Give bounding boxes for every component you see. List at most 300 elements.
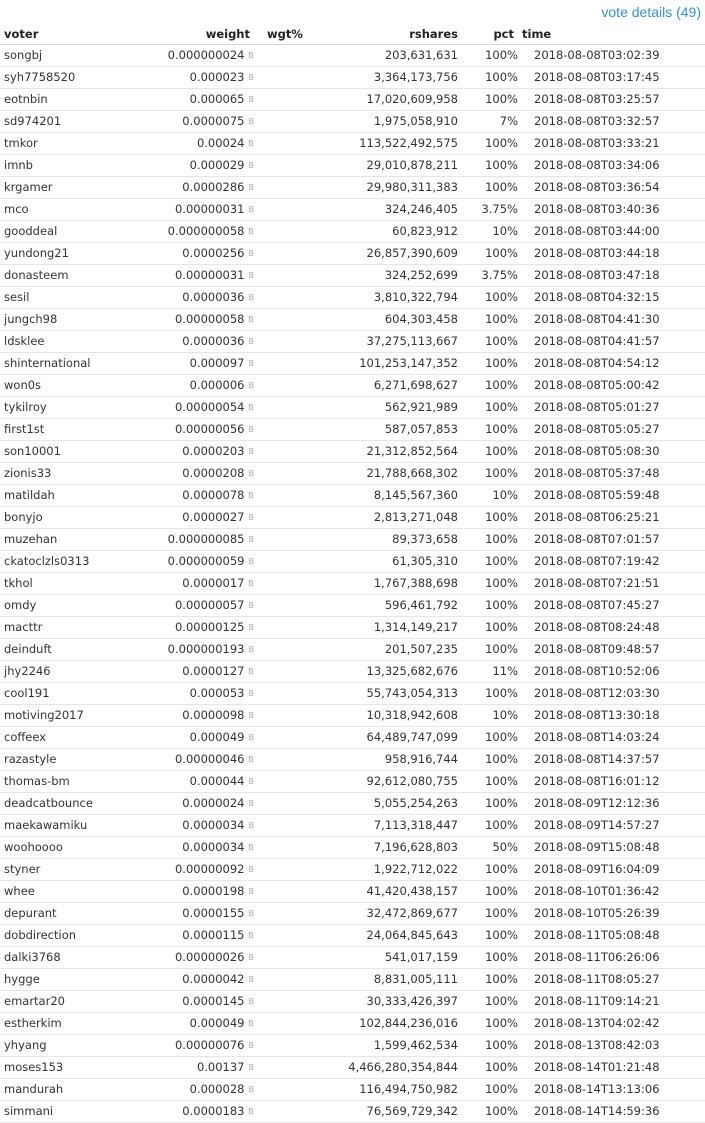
rshares-cell: 92,612,080,755: [306, 770, 462, 792]
voter-link[interactable]: syh7758520: [4, 70, 76, 84]
weight-unit: B: [248, 535, 254, 544]
voter-link[interactable]: yhyang: [4, 1038, 47, 1052]
voter-link[interactable]: thomas-bm: [4, 774, 70, 788]
rshares-cell: 3,364,173,756: [306, 66, 462, 88]
table-row: [0, 968, 705, 990]
voter-cell: [0, 660, 162, 682]
weight-cell: [162, 220, 254, 242]
column-header-time[interactable]: time: [518, 24, 705, 44]
weight-unit: B: [248, 975, 254, 984]
weight-value: 0.0000017: [182, 576, 245, 590]
weight-value: 0.00000046: [174, 752, 245, 766]
table-row: [0, 528, 705, 550]
voter-link[interactable]: simmani: [4, 1104, 54, 1118]
time-cell: 2018-08-08T05:00:42: [518, 374, 705, 396]
voter-cell: [0, 264, 162, 286]
voter-link[interactable]: muzehan: [4, 532, 58, 546]
voter-link[interactable]: razastyle: [4, 752, 57, 766]
voter-cell: [0, 858, 162, 880]
table-row: [0, 66, 705, 88]
table-row: [0, 198, 705, 220]
pct-cell: 10%: [462, 484, 518, 506]
weight-cell: [162, 748, 254, 770]
time-cell: 2018-08-09T12:12:36: [518, 792, 705, 814]
voter-link[interactable]: depurant: [4, 906, 57, 920]
weight-cell: [162, 286, 254, 308]
table-row: [0, 748, 705, 770]
column-header-pct[interactable]: pct: [462, 24, 518, 44]
pct-cell: 100%: [462, 550, 518, 572]
wgt-percent-cell: [254, 1056, 306, 1078]
weight-unit: B: [248, 865, 254, 874]
rshares-cell: 1,767,388,698: [306, 572, 462, 594]
time-cell: 2018-08-08T05:37:48: [518, 462, 705, 484]
pct-cell: 50%: [462, 836, 518, 858]
table-row: [0, 374, 705, 396]
weight-unit: B: [248, 249, 254, 258]
weight-value: 0.000000085: [167, 532, 245, 546]
voter-cell: [0, 880, 162, 902]
table-row: [0, 242, 705, 264]
pct-cell: 100%: [462, 330, 518, 352]
weight-cell: [162, 858, 254, 880]
wgt-percent-cell: [254, 396, 306, 418]
voter-cell: [0, 902, 162, 924]
weight-value: 0.00000092: [174, 862, 245, 876]
rshares-cell: 29,980,311,383: [306, 176, 462, 198]
time-cell: 2018-08-11T05:08:48: [518, 924, 705, 946]
weight-value: 0.000000193: [167, 642, 245, 656]
weight-cell: [162, 110, 254, 132]
weight-value: 0.0000155: [182, 906, 245, 920]
rshares-cell: 37,275,113,667: [306, 330, 462, 352]
voter-link[interactable]: styner: [4, 862, 41, 876]
voter-link[interactable]: ldsklee: [4, 334, 45, 348]
voter-cell: [0, 198, 162, 220]
weight-unit: B: [248, 931, 254, 940]
voter-cell: [0, 132, 162, 154]
voter-cell: [0, 462, 162, 484]
voter-cell: [0, 220, 162, 242]
voter-cell: [0, 66, 162, 88]
weight-cell: [162, 638, 254, 660]
weight-unit: B: [248, 271, 254, 280]
weight-value: 0.000028: [189, 1082, 245, 1096]
weight-unit: B: [248, 997, 254, 1006]
weight-value: 0.0000042: [182, 972, 245, 986]
wgt-percent-cell: [254, 968, 306, 990]
rshares-cell: 324,252,699: [306, 264, 462, 286]
voter-link[interactable]: jhy2246: [4, 664, 51, 678]
voter-link[interactable]: bonyjo: [4, 510, 43, 524]
weight-value: 0.00000058: [174, 312, 245, 326]
voter-cell: [0, 308, 162, 330]
table-row: [0, 286, 705, 308]
time-cell: 2018-08-08T07:01:57: [518, 528, 705, 550]
table-row: [0, 308, 705, 330]
voter-link[interactable]: tykilroy: [4, 400, 47, 414]
voter-cell: [0, 572, 162, 594]
voter-link[interactable]: mandurah: [4, 1082, 64, 1096]
table-row: [0, 1056, 705, 1078]
rshares-cell: 7,196,628,803: [306, 836, 462, 858]
weight-value: 0.000044: [189, 774, 245, 788]
voter-link[interactable]: sesil: [4, 290, 30, 304]
pct-cell: 100%: [462, 374, 518, 396]
weight-cell: [162, 814, 254, 836]
voter-cell: [0, 352, 162, 374]
weight-unit: B: [248, 1107, 254, 1116]
wgt-percent-cell: [254, 814, 306, 836]
weight-cell: [162, 264, 254, 286]
pct-cell: 100%: [462, 814, 518, 836]
table-row: [0, 352, 705, 374]
weight-unit: B: [248, 799, 254, 808]
table-row: [0, 770, 705, 792]
weight-cell: [162, 792, 254, 814]
rshares-cell: 32,472,869,677: [306, 902, 462, 924]
wgt-percent-cell: [254, 704, 306, 726]
rshares-cell: 21,788,668,302: [306, 462, 462, 484]
weight-cell: [162, 528, 254, 550]
weight-unit: B: [248, 1085, 254, 1094]
wgt-percent-cell: [254, 902, 306, 924]
voter-cell: [0, 748, 162, 770]
voter-link[interactable]: estherkim: [4, 1016, 62, 1030]
table-row: [0, 660, 705, 682]
time-cell: 2018-08-14T14:59:36: [518, 1100, 705, 1122]
voter-link[interactable]: songbj: [4, 48, 43, 62]
pct-cell: 100%: [462, 858, 518, 880]
wgt-percent-cell: [254, 418, 306, 440]
rshares-cell: 55,743,054,313: [306, 682, 462, 704]
weight-cell: [162, 308, 254, 330]
voter-link[interactable]: maekawamiku: [4, 818, 88, 832]
wgt-percent-cell: [254, 792, 306, 814]
weight-cell: [162, 946, 254, 968]
table-row: [0, 792, 705, 814]
rshares-cell: 604,303,458: [306, 308, 462, 330]
pct-cell: 100%: [462, 968, 518, 990]
time-cell: 2018-08-08T03:36:54: [518, 176, 705, 198]
wgt-percent-cell: [254, 440, 306, 462]
pct-cell: 100%: [462, 1056, 518, 1078]
table-row: [0, 572, 705, 594]
wgt-percent-cell: [254, 1100, 306, 1122]
voter-link[interactable]: moses153: [4, 1060, 64, 1074]
pct-cell: 100%: [462, 88, 518, 110]
weight-cell: [162, 484, 254, 506]
column-header-wgt-percent[interactable]: wgt%: [254, 24, 306, 44]
weight-value: 0.0000075: [182, 114, 245, 128]
weight-unit: B: [248, 161, 254, 170]
wgt-percent-cell: [254, 154, 306, 176]
wgt-percent-cell: [254, 286, 306, 308]
table-row: [0, 638, 705, 660]
wgt-percent-cell: [254, 1078, 306, 1100]
pct-cell: 100%: [462, 154, 518, 176]
weight-unit: B: [248, 645, 254, 654]
voter-cell: [0, 814, 162, 836]
weight-cell: [162, 176, 254, 198]
pct-cell: 11%: [462, 660, 518, 682]
time-cell: 2018-08-09T15:08:48: [518, 836, 705, 858]
time-cell: 2018-08-08T13:30:18: [518, 704, 705, 726]
table-row: [0, 682, 705, 704]
voter-link[interactable]: macttr: [4, 620, 43, 634]
rshares-cell: 541,017,159: [306, 946, 462, 968]
time-cell: 2018-08-08T07:21:51: [518, 572, 705, 594]
weight-cell: [162, 770, 254, 792]
voter-cell: [0, 616, 162, 638]
pct-cell: 3.75%: [462, 198, 518, 220]
weight-cell: [162, 594, 254, 616]
weight-cell: [162, 968, 254, 990]
weight-value: 0.00024: [196, 136, 245, 150]
voter-link[interactable]: krgamer: [4, 180, 53, 194]
weight-unit: B: [248, 953, 254, 962]
weight-value: 0.0000286: [182, 180, 245, 194]
time-cell: 2018-08-14T13:13:06: [518, 1078, 705, 1100]
voter-link[interactable]: tkhol: [4, 576, 33, 590]
weight-cell: [162, 462, 254, 484]
wgt-percent-cell: [254, 1034, 306, 1056]
voter-cell: [0, 836, 162, 858]
weight-unit: B: [248, 183, 254, 192]
time-cell: 2018-08-08T05:05:27: [518, 418, 705, 440]
wgt-percent-cell: [254, 836, 306, 858]
table-row: [0, 990, 705, 1012]
vote-details-link[interactable]: vote details (49): [601, 4, 701, 20]
weight-cell: [162, 726, 254, 748]
pct-cell: 100%: [462, 770, 518, 792]
pct-cell: 100%: [462, 308, 518, 330]
voter-link[interactable]: imnb: [4, 158, 33, 172]
voter-link[interactable]: sd974201: [4, 114, 62, 128]
weight-unit: B: [248, 777, 254, 786]
rshares-cell: 4,466,280,354,844: [306, 1056, 462, 1078]
voter-cell: [0, 528, 162, 550]
table-row: [0, 726, 705, 748]
table-row: [0, 220, 705, 242]
wgt-percent-cell: [254, 352, 306, 374]
rshares-cell: 30,333,426,397: [306, 990, 462, 1012]
weight-unit: B: [248, 381, 254, 390]
time-cell: 2018-08-08T03:17:45: [518, 66, 705, 88]
rshares-cell: 29,010,878,211: [306, 154, 462, 176]
weight-unit: B: [248, 557, 254, 566]
voter-link[interactable]: ckatoclzls0313: [4, 554, 90, 568]
wgt-percent-cell: [254, 462, 306, 484]
wgt-percent-cell: [254, 66, 306, 88]
voter-link[interactable]: coffeex: [4, 730, 47, 744]
table-row: [0, 880, 705, 902]
pct-cell: 100%: [462, 286, 518, 308]
weight-unit: B: [248, 755, 254, 764]
weight-value: 0.0000127: [182, 664, 245, 678]
table-row: [0, 484, 705, 506]
weight-cell: [162, 550, 254, 572]
table-row: [0, 946, 705, 968]
voter-link[interactable]: hygge: [4, 972, 40, 986]
table-row: [0, 550, 705, 572]
pct-cell: 100%: [462, 176, 518, 198]
time-cell: 2018-08-08T05:01:27: [518, 396, 705, 418]
wgt-percent-cell: [254, 770, 306, 792]
wgt-percent-cell: [254, 528, 306, 550]
table-row: [0, 110, 705, 132]
rshares-cell: 1,599,462,534: [306, 1034, 462, 1056]
voter-cell: [0, 704, 162, 726]
weight-cell: [162, 902, 254, 924]
weight-unit: B: [248, 667, 254, 676]
voter-link[interactable]: deadcatbounce: [4, 796, 93, 810]
voter-link[interactable]: yundong21: [4, 246, 69, 260]
table-row: [0, 132, 705, 154]
wgt-percent-cell: [254, 44, 306, 66]
weight-value: 0.00000076: [174, 1038, 245, 1052]
rshares-cell: 8,145,567,360: [306, 484, 462, 506]
voter-link[interactable]: deinduft: [4, 642, 52, 656]
voter-link[interactable]: son10001: [4, 444, 61, 458]
voter-link[interactable]: gooddeal: [4, 224, 58, 238]
column-header-voter[interactable]: voter: [0, 24, 162, 44]
voter-link[interactable]: won0s: [4, 378, 42, 392]
wgt-percent-cell: [254, 924, 306, 946]
weight-cell: [162, 154, 254, 176]
column-header-rshares[interactable]: rshares: [306, 24, 462, 44]
time-cell: 2018-08-08T14:37:57: [518, 748, 705, 770]
column-header-weight[interactable]: weight: [162, 24, 254, 44]
weight-value: 0.00000026: [174, 950, 245, 964]
weight-cell: [162, 506, 254, 528]
pct-cell: 100%: [462, 924, 518, 946]
voter-link[interactable]: matildah: [4, 488, 55, 502]
wgt-percent-cell: [254, 374, 306, 396]
voter-link[interactable]: first1st: [4, 422, 45, 436]
rshares-cell: 21,312,852,564: [306, 440, 462, 462]
weight-value: 0.0000098: [182, 708, 245, 722]
voter-cell: [0, 990, 162, 1012]
voter-cell: [0, 286, 162, 308]
rshares-cell: 101,253,147,352: [306, 352, 462, 374]
voter-cell: [0, 594, 162, 616]
weight-unit: B: [248, 95, 254, 104]
rshares-cell: 41,420,438,157: [306, 880, 462, 902]
weight-unit: B: [248, 821, 254, 830]
wgt-percent-cell: [254, 198, 306, 220]
pct-cell: 10%: [462, 704, 518, 726]
wgt-percent-cell: [254, 264, 306, 286]
table-row: [0, 924, 705, 946]
rshares-cell: 10,318,942,608: [306, 704, 462, 726]
time-cell: 2018-08-10T01:36:42: [518, 880, 705, 902]
voter-link[interactable]: dalki3768: [4, 950, 61, 964]
pct-cell: 7%: [462, 110, 518, 132]
voter-link[interactable]: dobdirection: [4, 928, 77, 942]
rshares-cell: 76,569,729,342: [306, 1100, 462, 1122]
time-cell: 2018-08-08T14:03:24: [518, 726, 705, 748]
voter-cell: [0, 968, 162, 990]
weight-unit: B: [248, 887, 254, 896]
weight-value: 0.0000115: [182, 928, 245, 942]
voter-link[interactable]: whee: [4, 884, 35, 898]
weight-cell: [162, 616, 254, 638]
table-row: [0, 44, 705, 66]
voter-cell: [0, 330, 162, 352]
weight-cell: [162, 418, 254, 440]
wgt-percent-cell: [254, 484, 306, 506]
voter-link[interactable]: shinternational: [4, 356, 91, 370]
time-cell: 2018-08-08T03:47:18: [518, 264, 705, 286]
time-cell: 2018-08-08T12:03:30: [518, 682, 705, 704]
voter-link[interactable]: zionis33: [4, 466, 52, 480]
wgt-percent-cell: [254, 308, 306, 330]
wgt-percent-cell: [254, 616, 306, 638]
weight-unit: B: [248, 1019, 254, 1028]
weight-value: 0.000053: [189, 686, 245, 700]
pct-cell: 100%: [462, 1100, 518, 1122]
voter-cell: [0, 770, 162, 792]
table-row: [0, 396, 705, 418]
weight-value: 0.0000183: [182, 1104, 245, 1118]
voter-link[interactable]: eotnbin: [4, 92, 48, 106]
wgt-percent-cell: [254, 880, 306, 902]
voter-link[interactable]: jungch98: [4, 312, 58, 326]
voter-link[interactable]: emartar20: [4, 994, 65, 1008]
weight-value: 0.00000057: [174, 598, 245, 612]
weight-unit: B: [248, 469, 254, 478]
pct-cell: 100%: [462, 748, 518, 770]
pct-cell: 100%: [462, 352, 518, 374]
voter-link[interactable]: mco: [4, 202, 29, 216]
voter-link[interactable]: donasteem: [4, 268, 69, 282]
weight-value: 0.0000198: [182, 884, 245, 898]
weight-value: 0.000097: [189, 356, 245, 370]
voter-cell: [0, 44, 162, 66]
table-row: [0, 418, 705, 440]
voter-cell: [0, 374, 162, 396]
time-cell: 2018-08-08T05:59:48: [518, 484, 705, 506]
weight-value: 0.000065: [189, 92, 245, 106]
weight-unit: B: [248, 711, 254, 720]
table-row: [0, 1034, 705, 1056]
pct-cell: 100%: [462, 1012, 518, 1034]
rshares-cell: 3,810,322,794: [306, 286, 462, 308]
voter-cell: [0, 726, 162, 748]
voter-link[interactable]: cool191: [4, 686, 50, 700]
voter-link[interactable]: woohoooo: [4, 840, 63, 854]
pct-cell: 100%: [462, 946, 518, 968]
voter-link[interactable]: tmkor: [4, 136, 38, 150]
time-cell: 2018-08-11T06:26:06: [518, 946, 705, 968]
pct-cell: 100%: [462, 572, 518, 594]
voter-link[interactable]: omdy: [4, 598, 37, 612]
voter-cell: [0, 396, 162, 418]
pct-cell: 100%: [462, 726, 518, 748]
weight-value: 0.00137: [196, 1060, 245, 1074]
time-cell: 2018-08-08T07:45:27: [518, 594, 705, 616]
weight-cell: [162, 682, 254, 704]
wgt-percent-cell: [254, 220, 306, 242]
time-cell: 2018-08-11T08:05:27: [518, 968, 705, 990]
weight-unit: B: [248, 447, 254, 456]
weight-value: 0.00000031: [174, 268, 245, 282]
table-row: [0, 88, 705, 110]
voter-link[interactable]: motiving2017: [4, 708, 84, 722]
weight-unit: B: [248, 601, 254, 610]
table-row: [0, 264, 705, 286]
